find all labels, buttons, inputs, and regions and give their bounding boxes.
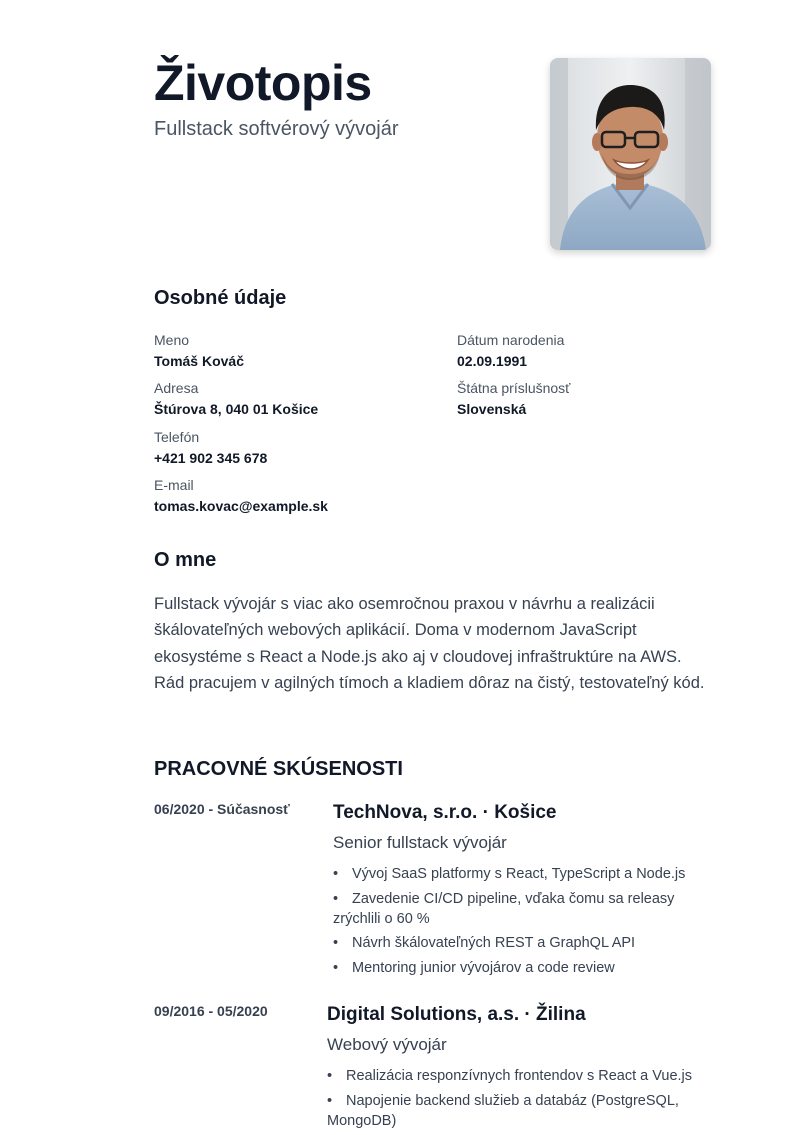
job-date: 09/2016 - 05/2020 [154, 1003, 268, 1019]
list-item [333, 958, 723, 978]
list-item-text: Návrh škálovateľných REST a GraphQL API [352, 935, 636, 951]
list-item-text: Napojenie backend služieb a databáz (PostgreSQL, MongoDB) [327, 1092, 679, 1129]
job-bullets [333, 864, 723, 982]
list-item-text: Zavedenie CI/CD pipeline, vďaka čomu sa releasy zrýchlili o 60 % [333, 890, 675, 927]
field-label: Dátum narodenia [457, 332, 565, 348]
field-value: Štúrova 8, 040 01 Košice [154, 401, 319, 417]
field-citizenship [457, 379, 570, 418]
list-item-text: Vývoj SaaS platformy s React, TypeScript a Node.js [352, 866, 686, 882]
field-label: E-mail [154, 477, 194, 493]
job-company: TechNova, s.r.o. · Košice [333, 802, 557, 823]
field-email [154, 476, 328, 515]
field-value: Tomáš Kováč [154, 353, 244, 369]
section-heading-about: O mne [154, 549, 217, 571]
list-item-text: Realizácia responzívnych frontendov s React a Vue.js [346, 1068, 693, 1084]
job-role: Webový vývojár [327, 1035, 447, 1054]
job-bullets [327, 1066, 727, 1135]
field-birthdate [457, 331, 564, 370]
list-item [333, 933, 723, 953]
field-address [154, 379, 318, 418]
resume-title: Životopis [154, 55, 372, 111]
list-item [327, 1091, 727, 1131]
field-value: +421 902 345 678 [154, 450, 268, 466]
profile-photo [550, 58, 711, 250]
field-label: Meno [154, 332, 190, 348]
portrait-photo-icon [550, 58, 711, 250]
list-item [333, 889, 723, 929]
field-value: tomas.kovac@example.sk [154, 498, 328, 514]
list-item [327, 1066, 727, 1086]
field-value: Slovenská [457, 401, 527, 417]
job-company: Digital Solutions, a.s. · Žilina [327, 1004, 586, 1025]
job-role: Senior fullstack vývojár [333, 833, 507, 852]
resume-subtitle: Fullstack softvérový vývojár [154, 118, 399, 140]
field-label: Adresa [154, 380, 199, 396]
field-value: 02.09.1991 [457, 353, 528, 369]
field-label: Telefón [154, 429, 200, 445]
field-name [154, 331, 244, 370]
section-heading-personal: Osobné údaje [154, 287, 287, 309]
field-label: Štátna príslušnosť [457, 380, 571, 396]
field-phone [154, 428, 267, 467]
list-item-text: Mentoring junior vývojárov a code review [352, 959, 615, 976]
section-heading-experience: PRACOVNÉ SKÚSENOSTI [154, 758, 403, 780]
list-item [333, 864, 723, 884]
job-date: 06/2020 - Súčasnosť [154, 801, 290, 817]
about-text: Fullstack vývojár s viac ako osemročnou praxou v návrhu a realizácii škálovateľných webových aplikácií. Doma v modernom JavaScript ekosystéme s React a Node.js ako aj v cloudovej infraštruktúre na AWS. Rád pracujem v agilných tímoch a kladiem dôraz na čistý, testovateľný kód. [154, 595, 705, 692]
